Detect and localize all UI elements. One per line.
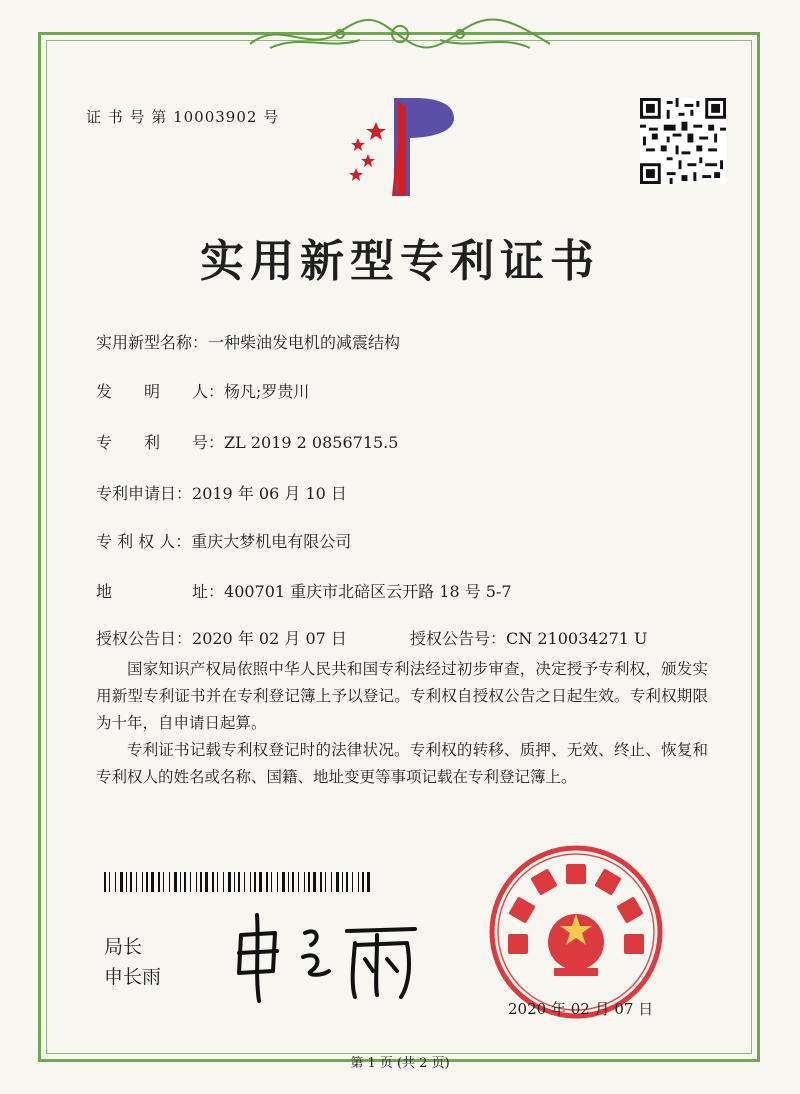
field-label: 专 利 号： xyxy=(96,433,225,452)
field-value: 杨凡;罗贵川 xyxy=(224,382,310,401)
director-name: 申长雨 xyxy=(104,966,162,988)
field-value: CN 210034271 U xyxy=(506,629,648,648)
page-number: 第 1 页 (共 2 页) xyxy=(350,1056,450,1071)
paragraph-legal-status: 专利证书记载专利权登记时的法律状况。专利权的转移、质押、无效、终止、恢复和专利权人的姓名或名称、国籍、地址变更等事项记载在专利登记簿上。 xyxy=(96,741,708,786)
field-label: 地 址： xyxy=(96,582,225,601)
field-filing-date xyxy=(96,481,347,504)
field-patent-number xyxy=(96,430,398,453)
field-address xyxy=(96,579,512,602)
field-value: 2020 年 02 月 07 日 xyxy=(192,629,347,648)
certificate-number: 证 书 号 第 10003902 号 xyxy=(86,108,280,126)
field-label: 发 明 人： xyxy=(96,382,225,401)
field-grant-number xyxy=(410,626,648,649)
field-label: 授权公告号： xyxy=(410,629,507,648)
field-value: ZL 2019 2 0856715.5 xyxy=(224,433,399,452)
field-label: 实用新型名称： xyxy=(96,333,209,352)
field-value: 400701 重庆市北碚区云开路 18 号 5-7 xyxy=(224,582,512,601)
field-inventor xyxy=(96,379,309,402)
seal-date: 2020 年 02 月 07 日 xyxy=(508,1000,654,1018)
official-seal-icon xyxy=(486,842,666,1022)
field-label: 专利申请日： xyxy=(96,484,193,503)
handwritten-signature-icon xyxy=(225,905,425,1005)
field-value: 重庆大梦机电有限公司 xyxy=(191,532,352,551)
barcode-icon xyxy=(104,872,374,892)
page-title: 实用新型专利证书 xyxy=(200,236,600,287)
field-grant-date xyxy=(96,626,347,649)
qr-code-icon xyxy=(640,98,726,184)
field-label: 专 利 权 人： xyxy=(96,532,192,551)
field-patentee xyxy=(96,529,351,552)
field-label: 授权公告日： xyxy=(96,629,193,648)
field-value: 2019 年 06 月 10 日 xyxy=(192,484,347,503)
ornament-icon xyxy=(240,14,560,56)
field-value: 一种柴油发电机的减震结构 xyxy=(208,333,401,352)
field-utility-model-name xyxy=(96,330,400,353)
director-title: 局长 xyxy=(104,936,143,958)
paragraph-grant-notice: 国家知识产权局依照中华人民共和国专利法经过初步审查，决定授予专利权，颁发实用新型专利证书并在专利登记簿上予以登记。专利权自授权公告之日起生效。专利权期限为十年，自申请日起算。 xyxy=(96,660,708,732)
cnipa-logo-icon xyxy=(336,96,466,201)
